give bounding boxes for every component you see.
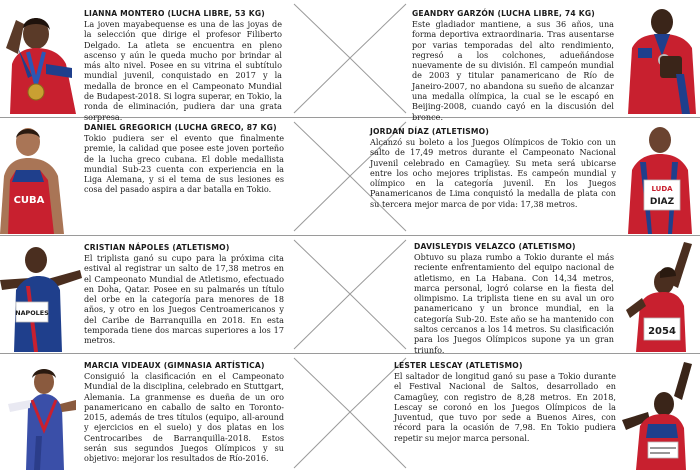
profile-card-lester-lescay bbox=[350, 354, 700, 472]
bib-surname: NAPOLES bbox=[15, 309, 49, 317]
athlete-photo-jumper-raised-arm bbox=[620, 240, 700, 352]
athlete-name: DAVISLEYDIS VELAZCO (ATLETISMO) bbox=[414, 242, 576, 251]
profile-text bbox=[414, 242, 614, 355]
profile-text bbox=[84, 243, 284, 349]
athlete-bio: Este gladiador mantiene, a sus 36 años, una forma deportiva extraordinaria. Tras ausentarse por varias temporadas del alto rendimiento, regresó a los colchones, adueñándose nuevamente de su división. El campeón mundial de 2003 y titular panamericano de Río de Janeiro-2007, no abandona su sueño de alcanzar una medalla olímpica, la cual se le escapó en Beijing-2008, cuando cayó en la discusión del bronce. bbox=[412, 19, 614, 122]
athlete-name: JORDAN DÍAZ (ATLETISMO) bbox=[370, 127, 489, 136]
athlete-bio: Consiguió la clasificación en el Campeonato Mundial de la disciplina, celebrado en Stuttgart, Alemania. La granmense es dueña de un oro panamericano en caballo de salto en Toronto-2015, además de tres títulos (equipo, all-around y ejercicios en el suelo) y dos platas en los Centrocaribes de Barranquilla-2018. Estos serán sus segundos Juegos Olímpicos y su objetivo: mejorar los resultados de Río-2016. bbox=[84, 371, 284, 464]
athlete-photo-wrestler-jacket bbox=[620, 4, 700, 114]
bib-surname: DIAZ bbox=[649, 197, 675, 207]
profile-text bbox=[370, 127, 616, 231]
athlete-photo-runner-arms-out bbox=[0, 240, 82, 352]
athlete-photo-gymnast bbox=[6, 360, 78, 470]
profile-card-marcia-videaux bbox=[0, 354, 350, 472]
bib-number: 2054 bbox=[648, 326, 676, 337]
athlete-name: LESTER LESCAY (ATLETISMO) bbox=[394, 361, 523, 370]
athlete-bio: El triplista ganó su cupo para la próxima cita estival al registrar un salto de 17,38 metros en el Campeonato Mundial de Atletismo, efectuado en Doha, Qatar. Posee en su palmarés un título del orbe en la categoría para menores de 18 años, y otro en los Juegos Centroamericanos y del Caribe de Barranquilla en 2018. En esta temporada tiene dos marcas superiores a los 17 metros. bbox=[84, 253, 284, 346]
athlete-photo-jumper-flag bbox=[618, 358, 700, 470]
profile-text bbox=[84, 123, 284, 231]
athlete-photo-wrestler-singlet bbox=[0, 122, 82, 234]
athlete-name: CRISTIAN NÁPOLES (ATLETISMO) bbox=[84, 243, 230, 252]
profile-card-daniel-gregorich bbox=[0, 118, 350, 235]
bib-country: LUDA bbox=[651, 185, 673, 193]
athlete-name: DANIEL GREGORICH (LUCHA GRECO, 87 KG) bbox=[84, 123, 277, 132]
profile-card-jordan-diaz bbox=[350, 118, 700, 235]
athlete-name: MARCIA VIDEAUX (GIMNASIA ARTÍSTICA) bbox=[84, 361, 265, 370]
shirt-lettering: CUBA bbox=[13, 195, 45, 206]
athlete-bio: Obtuvo su plaza rumbo a Tokio durante el más reciente enfrentamiento del equipo nacional de atletismo, en La Habana. Con 14,34 metros, marca personal, logró colarse en la fiesta del olimpismo. La triplista tiene en su aval un oro panamericano y un bronce mundial, en la categoría Sub-20. Este año se ha mantenido con saltos cercanos a los 14 metros. Su clasificación para los Juegos Olímpicos supone ya un gran triunfo. bbox=[414, 252, 614, 355]
athlete-bio: Tokio pudiera ser el evento que finalmente premie, la calidad que posee este joven porteño de la lucha greco cubana. El doble medallista mundial Sub-23 cuenta con experiencia en la Liga Alemana, y si el tema de sus lesiones es cosa del pasado aspira a dar batalla en Tokio. bbox=[84, 133, 284, 195]
profile-text bbox=[84, 361, 284, 469]
profile-card-lianna-montero bbox=[0, 0, 350, 122]
athlete-bio: El saltador de longitud ganó su pase a Tokio durante el Festival Nacional de Saltos, desarrollado en Camagüey, con registro de 8,28 metros. En 2018, Lescay se coronó en los Juegos Olímpicos de la Juventud, que tuvo por sede a Buenos Aires, con récord para la ocasión de 7,98. En Tokio pudiera repetir su mejor marca personal. bbox=[394, 371, 616, 443]
athlete-photo-wrestler-medal bbox=[2, 8, 82, 114]
profile-text bbox=[394, 361, 616, 469]
profile-card-cristian-napoles bbox=[0, 236, 350, 353]
athlete-name: GEANDRY GARZÓN (LUCHA LIBRE, 74 KG) bbox=[412, 9, 595, 18]
profile-card-geandry-garzon bbox=[350, 0, 700, 122]
athlete-bio: La joven mayabequense es una de las joyas de la selección que dirige el profesor Filiberto Delgado. La atleta se encuentra en pleno ascenso y aún le queda mucho por brindar al más alto nivel. Posee en su vitrina el subtítulo mundial juvenil, conquistado en 2017 y la medalla de bronce en el Campeonato Mundial de Budapest-2018. Si logra superar, en Tokio, la ronda de eliminación, pudiera dar una grata sorpresa. bbox=[84, 19, 282, 122]
profile-card-davisleydis-velazco bbox=[350, 236, 700, 353]
athlete-photo-runner-bib bbox=[618, 122, 700, 234]
profile-text bbox=[84, 9, 282, 122]
athlete-name: LIANNA MONTERO (LUCHA LIBRE, 53 KG) bbox=[84, 9, 265, 18]
athlete-bio: Alcanzó su boleto a los Juegos Olímpicos de Tokio con un salto de 17,49 metros durante el Campeonato Nacional Juvenil celebrado en Camagüey. Su meta será ubicarse entre los ocho mejores triplistas. Es campeón mundial y olímpico en la categoría juvenil. En los Juegos Panamericanos de Lima conquistó la medalla de plata con su tercera mejor marca de por vida: 17,38 metros. bbox=[370, 137, 616, 209]
profile-text bbox=[412, 9, 614, 122]
